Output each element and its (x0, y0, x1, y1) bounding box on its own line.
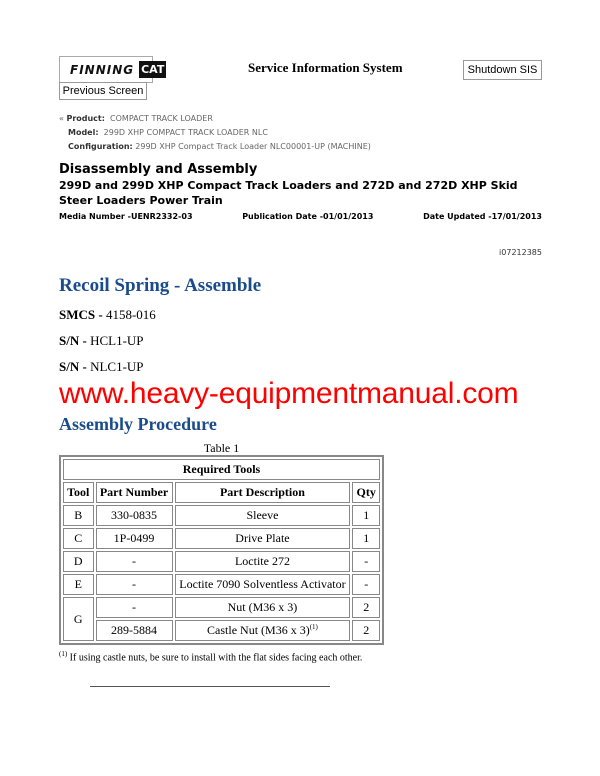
table-row: D - Loctite 272 - (63, 551, 380, 572)
doc-id: i07212385 (499, 248, 542, 257)
article-title: Recoil Spring - Assemble (59, 275, 262, 296)
previous-screen-button[interactable]: Previous Screen (59, 82, 147, 100)
col-qty: Qty (352, 482, 380, 503)
finning-cat-logo: FINNING CAT (59, 56, 153, 83)
footnote-ref[interactable]: (1) (309, 623, 318, 631)
shutdown-sis-button[interactable]: Shutdown SIS (463, 60, 542, 80)
table-footnote: $^{(1)}$ If using castle nuts, be sure to install with the flat sides facing each other. (59, 650, 363, 664)
serial-number-2: S/N - NLC1-UP (59, 359, 144, 374)
breadcrumb-configuration: Configuration: 299D XHP Compact Track Loader NLC00001-UP (MACHINE) (68, 142, 371, 151)
serial-number-1: S/N - HCL1-UP (59, 333, 144, 348)
collapse-icon[interactable]: « (59, 114, 64, 123)
col-tool: Tool (63, 482, 94, 503)
smcs: SMCS - 4158-016 (59, 307, 156, 322)
table-row: C 1P-0499 Drive Plate 1 (63, 528, 380, 549)
date-updated: Date Updated -17/01/2013 (423, 212, 542, 221)
divider (90, 686, 330, 687)
doc-heading: Disassembly and Assembly (59, 162, 258, 177)
breadcrumb-product[interactable]: « Product: COMPACT TRACK LOADER (59, 114, 213, 123)
table-row: B 330-0835 Sleeve 1 (63, 505, 380, 526)
table-row: E - Loctite 7090 Solventless Activator - (63, 574, 380, 595)
watermark: www.heavy-equipmentmanual.com (59, 377, 519, 410)
doc-subtitle: 299D and 299D XHP Compact Track Loaders and 272D and 272D XHP Skid Steer Loaders Power Train (59, 179, 518, 207)
doc-meta (59, 211, 542, 222)
section-heading: Assembly Procedure (59, 414, 217, 434)
page-content (59, 112, 542, 687)
col-part-description: Part Description (175, 482, 351, 503)
breadcrumb-model: Model: 299D XHP COMPACT TRACK LOADER NLC (68, 128, 268, 137)
publication-date: Publication Date -01/01/2013 (242, 212, 374, 221)
table-caption: Table 1 (203, 441, 240, 455)
media-number: Media Number -UENR2332-03 (59, 212, 193, 221)
required-tools-table (59, 455, 384, 645)
system-title: Service Information System (248, 60, 403, 75)
col-part-number: Part Number (96, 482, 173, 503)
table-row: G - Nut (M36 x 3) 2 (63, 597, 380, 618)
table-row: 289-5884 Castle Nut (M36 x 3)$^{(1)}$ 2 (63, 620, 380, 641)
table-title: Required Tools (63, 459, 380, 480)
